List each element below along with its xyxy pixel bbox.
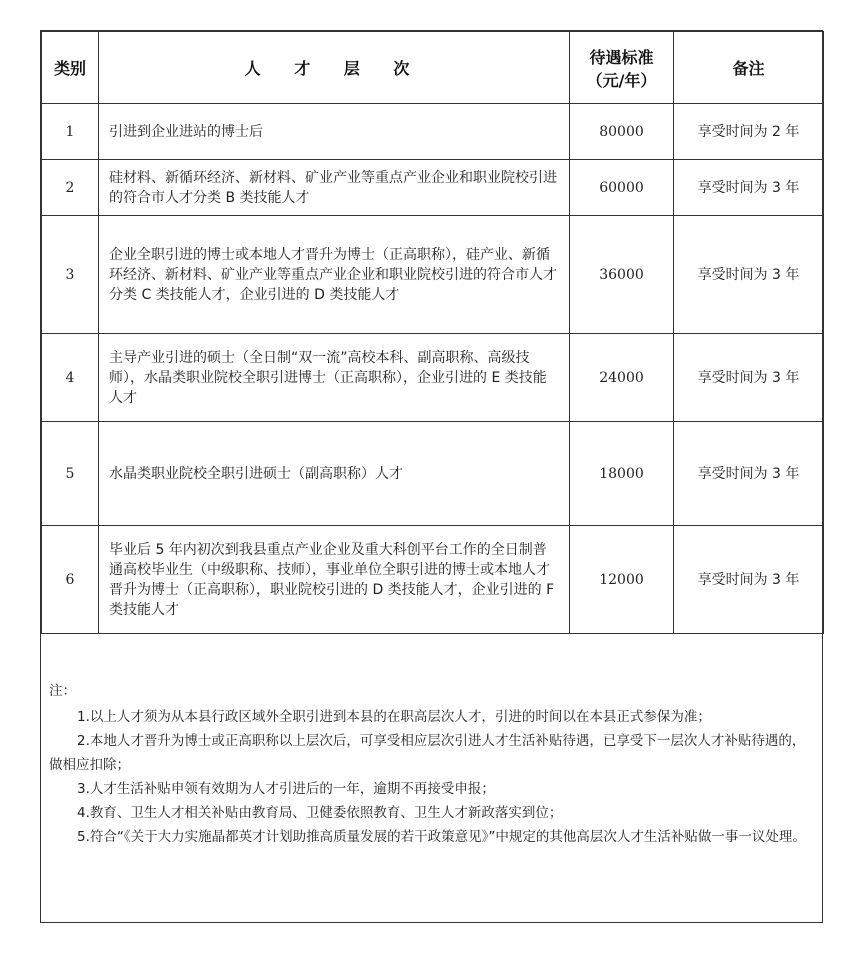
note-item-1: 1.以上人才须为从本县行政区域外全职引进到本县的在职高层次人才，引进的时间以在本县正式参保为准； [77,709,711,725]
table-row: 6 毕业后 5 年内初次到我县重点产业企业及重大科创平台工作的全日制普通高校毕业生（中级职称、技师），事业单位全职引进的博士或本地人才晋升为博士（正高职称），职业院校引进的 D 类技能人才，企业引进的 F 类技能人才 12000 享受时间为 3 年 [42,526,824,634]
table-row: 2 硅材料、新循环经济、新材料、矿业产业等重点产业企业和职业院校引进的符合市人才分类 B 类技能人才 60000 享受时间为 3 年 [42,160,824,216]
header-remark: 备注 [674,32,824,104]
document-frame [40,30,823,923]
note-item-2: 2.本地人才晋升为博士或正高职称以上层次后，可享受相应层次引进人才生活补贴待遇，已享受下一层次人才补贴待遇的，做相应扣除； [49,733,806,773]
note-item-4: 4.教育、卫生人才相关补贴由教育局、卫健委依照教育、卫生人才新政落实到位； [77,805,563,821]
header-level: 人 才 层 次 [99,32,570,104]
note-item-5: 5.符合“《关于大力实施晶都英才计划助推高质量发展的若干政策意见》”中规定的其他高层次人才生活补贴做一事一议处理。 [77,829,806,845]
notes-lead: 注： [49,683,76,699]
header-category: 类别 [42,32,99,104]
talent-subsidy-table [41,31,824,634]
header-standard: 待遇标准 （元/年） [570,32,674,104]
table-row: 5 水晶类职业院校全职引进硕士（副高职称）人才 18000 享受时间为 3 年 [42,422,824,526]
table-row: 4 主导产业引进的硕士（全日制“双一流”高校本科、副高职称、高级技师），水晶类职业院校全职引进博士（正高职称），企业引进的 E 类技能人才 24000 享受时间为 3 年 [42,334,824,422]
notes-section [49,679,812,849]
table-header-row [42,32,824,104]
note-item-3: 3.人才生活补贴申领有效期为人才引进后的一年，逾期不再接受申报； [77,781,495,797]
table-row: 1 引进到企业进站的博士后 80000 享受时间为 2 年 [42,104,824,160]
table-row: 3 企业全职引进的博士或本地人才晋升为博士（正高职称），硅产业、新循环经济、新材料、矿业产业等重点产业企业和职业院校引进的符合市人才分类 C 类技能人才，企业引进的 D 类技能人才 36000 享受时间为 3 年 [42,216,824,334]
